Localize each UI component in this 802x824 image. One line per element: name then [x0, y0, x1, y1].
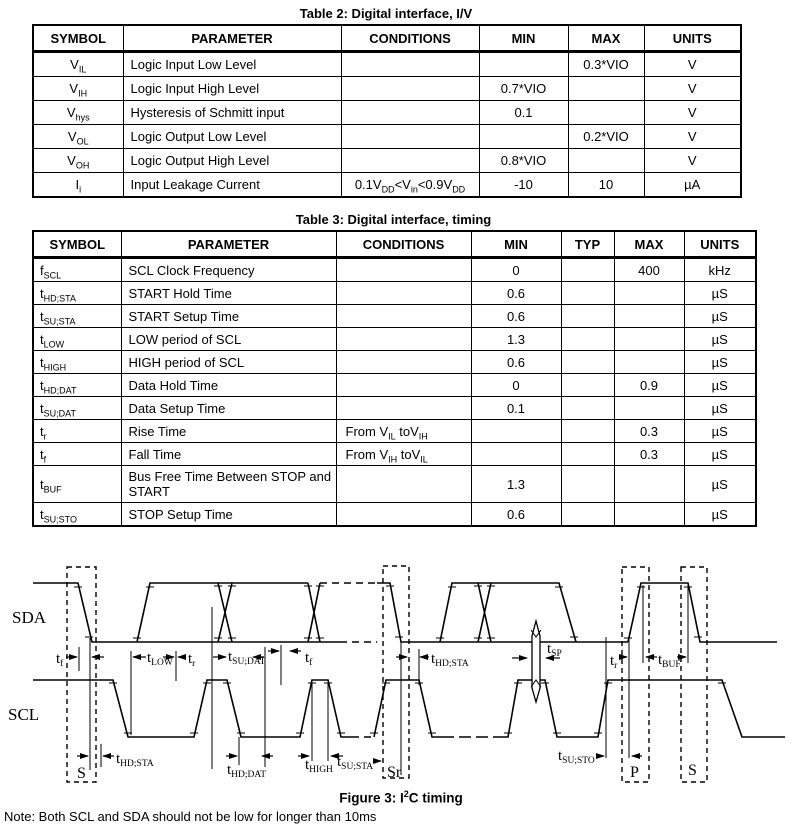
min-cell: 0.8*VIO [479, 149, 568, 173]
table-row [33, 52, 741, 77]
table-row [33, 77, 741, 101]
col-max: MAX [568, 25, 644, 52]
conditions-cell [341, 77, 479, 101]
typ-cell [561, 397, 614, 420]
parameter-cell: HIGH period of SCL [121, 351, 336, 374]
min-cell: 0.6 [471, 282, 561, 305]
sda-waveform [33, 583, 777, 642]
table-row [33, 125, 741, 149]
max-cell [614, 282, 684, 305]
conditions-cell [341, 52, 479, 77]
typ-cell [561, 258, 614, 282]
table-row [33, 328, 756, 351]
units-cell: µS [684, 282, 756, 305]
units-cell: µS [684, 503, 756, 527]
parameter-cell: SCL Clock Frequency [121, 258, 336, 282]
max-cell: 400 [614, 258, 684, 282]
min-cell: 0.1 [479, 101, 568, 125]
conditions-cell [336, 328, 471, 351]
symbol-cell: $V_{OH}$ [33, 149, 123, 173]
sda-signal-label: SDA [12, 608, 47, 627]
condition-boxes [67, 566, 707, 782]
conditions-cell [336, 397, 471, 420]
tr-label-1: tr [188, 651, 196, 669]
symbol-cell: $t_{SU;STO}$ [33, 503, 121, 527]
parameter-cell: Logic Output High Level [123, 149, 341, 173]
parameter-cell: Logic Output Low Level [123, 125, 341, 149]
units-cell: µS [684, 397, 756, 420]
symbol-cell: $t_{SU;STA}$ [33, 305, 121, 328]
min-cell: 0.6 [471, 305, 561, 328]
col-max: MAX [614, 231, 684, 258]
figure-note: Note: Both SCL and SDA should not be low for longer than 10ms [4, 808, 377, 824]
conditions-cell [336, 305, 471, 328]
thdsta-label-bottom: tHD;STA [116, 751, 154, 769]
tsusto-label: tSU;STO [558, 748, 595, 766]
tlow-label: tLOW [147, 650, 173, 668]
table-row [33, 101, 741, 125]
conditions-cell [336, 503, 471, 527]
max-cell [614, 503, 684, 527]
parameter-cell: Hysteresis of Schmitt input [123, 101, 341, 125]
typ-cell [561, 503, 614, 527]
repeated-start-label: Sr [387, 764, 402, 781]
thdsta-label-mid: tHD;STA [431, 651, 469, 669]
conditions-cell [341, 125, 479, 149]
typ-cell [561, 466, 614, 503]
parameter-cell: START Setup Time [121, 305, 336, 328]
max-cell: 0.3 [614, 443, 684, 466]
symbol-cell: $V_{OL}$ [33, 125, 123, 149]
tsudat-label: tSU;DAT [228, 649, 266, 667]
max-cell: 0.3*VIO [568, 52, 644, 77]
max-cell [568, 149, 644, 173]
table3-section [0, 212, 802, 527]
tf-label-1: tf [56, 651, 64, 669]
parameter-cell: STOP Setup Time [121, 503, 336, 527]
tr-label-2: tr [610, 653, 618, 671]
conditions-cell: From $V_{IH}$ toV$_{IL}$ [336, 443, 471, 466]
table-row [33, 351, 756, 374]
symbol-cell: $t_{LOW}$ [33, 328, 121, 351]
units-cell: µS [684, 466, 756, 503]
col-units: UNITS [684, 231, 756, 258]
min-cell: 0.6 [471, 351, 561, 374]
conditions-cell [341, 149, 479, 173]
col-min: MIN [479, 25, 568, 52]
col-parameter: PARAMETER [123, 25, 341, 52]
min-cell [479, 52, 568, 77]
parameter-cell: LOW period of SCL [121, 328, 336, 351]
col-symbol: SYMBOL [33, 231, 121, 258]
conditions-cell: From $V_{IL}$ toV$_{IH}$ [336, 420, 471, 443]
units-cell: µS [684, 328, 756, 351]
table-row [33, 374, 756, 397]
tsusta-label: tSU;STA [337, 754, 374, 772]
typ-cell [561, 374, 614, 397]
symbol-cell: $t_{HD;DAT}$ [33, 374, 121, 397]
col-conditions: CONDITIONS [341, 25, 479, 52]
max-cell: 0.9 [614, 374, 684, 397]
parameter-cell: Fall Time [121, 443, 336, 466]
parameter-cell: Data Setup Time [121, 397, 336, 420]
units-cell: µS [684, 305, 756, 328]
table-row [33, 443, 756, 466]
repeated-start-condition-box [383, 566, 409, 778]
conditions-cell [336, 466, 471, 503]
col-typ: TYP [561, 231, 614, 258]
units-cell: µS [684, 351, 756, 374]
max-cell: 0.3 [614, 420, 684, 443]
table2 [32, 24, 742, 198]
spike-glyph [531, 621, 541, 702]
min-cell: 0 [471, 374, 561, 397]
table-row [33, 173, 741, 198]
units-cell: µS [684, 420, 756, 443]
table-row [33, 149, 741, 173]
typ-cell [561, 420, 614, 443]
stop-condition-box [622, 567, 649, 782]
parameter-cell: START Hold Time [121, 282, 336, 305]
thigh-label: tHIGH [305, 757, 333, 775]
table3-title: Table 3: Digital interface, timing [295, 212, 492, 227]
symbol-cell: $t_{HIGH}$ [33, 351, 121, 374]
units-cell: µA [644, 173, 741, 198]
max-cell [614, 328, 684, 351]
tbuf-label: tBUF [658, 652, 681, 670]
max-cell [568, 77, 644, 101]
conditions-cell [336, 374, 471, 397]
units-cell: V [644, 101, 741, 125]
table-row [33, 258, 756, 282]
symbol-cell: $V_{hys}$ [33, 101, 123, 125]
col-conditions: CONDITIONS [336, 231, 471, 258]
symbol-cell: $I_i$ [33, 173, 123, 198]
table2-title: Table 2: Digital interface, I/V [299, 6, 473, 21]
parameter-cell: Logic Input Low Level [123, 52, 341, 77]
symbol-cell: $t_{BUF}$ [33, 466, 121, 503]
table-row [33, 282, 756, 305]
start-label: S [77, 765, 86, 782]
scl-signal-label: SCL [8, 705, 40, 724]
min-cell: 0.7*VIO [479, 77, 568, 101]
parameter-cell: Input Leakage Current [123, 173, 341, 198]
conditions-cell [336, 282, 471, 305]
min-cell: 0.1 [471, 397, 561, 420]
typ-cell [561, 282, 614, 305]
tf-label-2: tf [305, 650, 313, 668]
table3 [32, 230, 757, 527]
col-parameter: PARAMETER [121, 231, 336, 258]
conditions-cell [336, 258, 471, 282]
table-row [33, 466, 756, 503]
symbol-cell: $t_f$ [33, 443, 121, 466]
units-cell: V [644, 52, 741, 77]
symbol-cell: $t_r$ [33, 420, 121, 443]
min-cell [471, 420, 561, 443]
table2-section [0, 0, 802, 198]
min-cell: 1.3 [471, 466, 561, 503]
col-min: MIN [471, 231, 561, 258]
parameter-cell: Data Hold Time [121, 374, 336, 397]
max-cell [614, 351, 684, 374]
table-row [33, 503, 756, 527]
symbol-cell: $V_{IH}$ [33, 77, 123, 101]
units-cell: kHz [684, 258, 756, 282]
max-cell [614, 397, 684, 420]
typ-cell [561, 443, 614, 466]
col-symbol: SYMBOL [33, 25, 123, 52]
symbol-cell: $t_{HD;STA}$ [33, 282, 121, 305]
figure-caption: Figure 3: $I^2C$ timing [339, 789, 463, 806]
conditions-cell: $0.1V_{DD}<V_{in}<0.9V_{DD}$ [341, 173, 479, 198]
max-cell [568, 101, 644, 125]
max-cell [614, 305, 684, 328]
symbol-cell: $t_{SU;DAT}$ [33, 397, 121, 420]
symbol-cell: $V_{IL}$ [33, 52, 123, 77]
units-cell: V [644, 125, 741, 149]
start2-label: S [688, 762, 697, 779]
units-cell: µS [684, 443, 756, 466]
parameter-cell: Bus Free Time Between STOP and START [121, 466, 336, 503]
stop-label: P [630, 764, 639, 781]
typ-cell [561, 351, 614, 374]
max-cell: 0.2*VIO [568, 125, 644, 149]
parameter-cell: Rise Time [121, 420, 336, 443]
i2c-timing-diagram [0, 551, 802, 788]
typ-cell [561, 305, 614, 328]
min-cell: 0.6 [471, 503, 561, 527]
min-cell [479, 125, 568, 149]
units-cell: V [644, 149, 741, 173]
table-row [33, 397, 756, 420]
min-cell [471, 443, 561, 466]
max-cell [614, 466, 684, 503]
units-cell: µS [684, 374, 756, 397]
symbol-cell: $f_{SCL}$ [33, 258, 121, 282]
typ-cell [561, 328, 614, 351]
min-cell: -10 [479, 173, 568, 198]
min-cell: 1.3 [471, 328, 561, 351]
conditions-cell [336, 351, 471, 374]
table-row [33, 305, 756, 328]
max-cell: 10 [568, 173, 644, 198]
col-units: UNITS [644, 25, 741, 52]
table3-header-row [33, 231, 756, 258]
conditions-cell [341, 101, 479, 125]
min-cell: 0 [471, 258, 561, 282]
units-cell: V [644, 77, 741, 101]
table2-header-row [33, 25, 741, 52]
start2-condition-box [681, 567, 707, 782]
tsp-label: tSP [547, 641, 562, 659]
parameter-cell: Logic Input High Level [123, 77, 341, 101]
table-row [33, 420, 756, 443]
thddat-label: tHD;DAT [227, 762, 267, 780]
